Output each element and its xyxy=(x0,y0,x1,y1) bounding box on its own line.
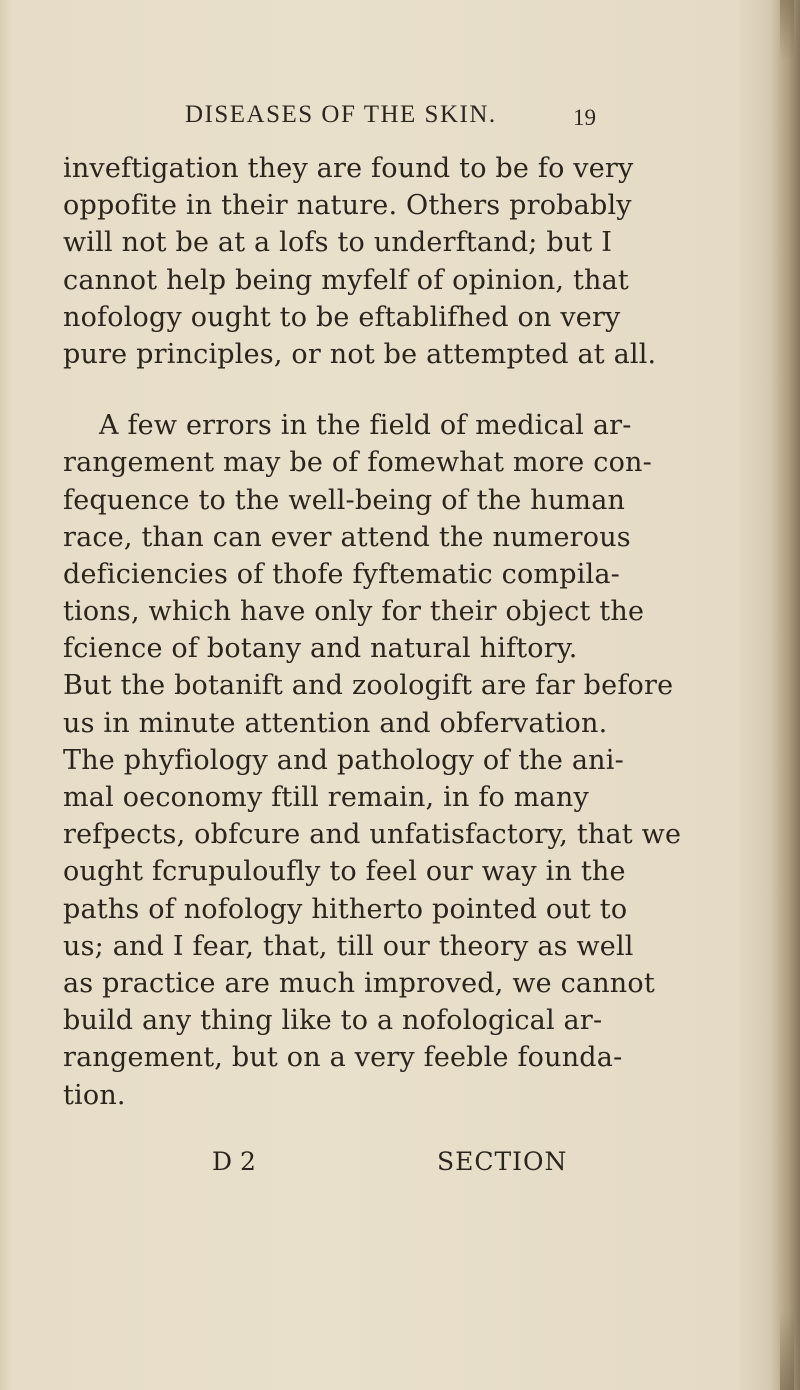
paragraph-gap xyxy=(63,373,773,407)
text-line: inveftigation they are found to be fo very xyxy=(63,153,634,184)
page-edge-stain-bottom xyxy=(780,1310,794,1390)
text-line: us; and I fear, that, till our theory as well xyxy=(63,930,634,962)
running-head xyxy=(0,101,800,131)
text-line: race, than can ever attend the numerous xyxy=(63,521,631,553)
text-line: as practice are much improved, we cannot xyxy=(63,967,655,999)
text-line: fcience of botany and natural hiftory. xyxy=(63,633,578,665)
text-line: ought fcrupuloufly to feel our way in the xyxy=(63,856,626,888)
text-line: fequence to the well-being of the human xyxy=(63,484,626,516)
text-line: build any thing like to a nofological ar- xyxy=(63,1005,603,1037)
text-line: But the botanift and zoologift are far before xyxy=(63,670,674,702)
text-line: pure principles, or not be attempted at all. xyxy=(63,338,657,370)
text-line: paths of nofology hitherto pointed out to xyxy=(63,893,628,925)
text-line: cannot help being myfelf of opinion, that xyxy=(63,264,629,296)
text-line: rangement may be of fomewhat more con- xyxy=(63,447,652,479)
signature-mark: D 2 xyxy=(212,1147,256,1176)
paragraph-1 xyxy=(63,150,773,373)
text-line: deficiencies of thofe fyftematic compila- xyxy=(63,558,620,590)
text-line: nofology ought to be eftablifhed on very xyxy=(63,301,621,333)
text-line: us in minute attention and obfervation. xyxy=(63,707,608,739)
page-footer xyxy=(0,1147,800,1183)
text-line: tions, which have only for their object the xyxy=(63,596,645,628)
text-line: will not be at a lofs to underftand; but I xyxy=(63,227,613,259)
running-head-title: DISEASES OF THE SKIN. xyxy=(185,101,497,128)
page-edge-stain-top xyxy=(780,0,794,60)
text-line: A few errors in the field of medical ar- xyxy=(99,410,632,442)
text-line: tion. xyxy=(63,1079,126,1111)
page-number: 19 xyxy=(573,105,596,130)
text-line: refpects, obfcure and unfatisfactory, that we xyxy=(63,819,682,851)
catchword: SECTION xyxy=(437,1147,568,1176)
text-line: The phyfiology and pathology of the ani- xyxy=(63,744,624,776)
body-text xyxy=(63,150,773,1114)
text-line: rangement, but on a very feeble founda- xyxy=(63,1042,623,1074)
paragraph-2 xyxy=(63,407,773,1114)
text-line: oppofite in their nature. Others probably xyxy=(63,190,632,222)
text-line: mal oeconomy ftill remain, in fo many xyxy=(63,782,589,813)
